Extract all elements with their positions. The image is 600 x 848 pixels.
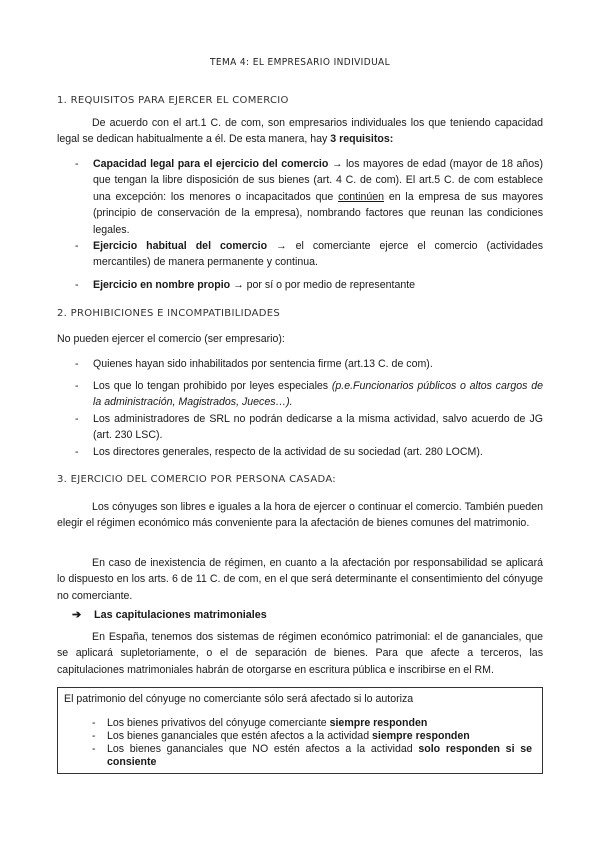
prohibition-italic: (p.e.Funcionarios públicos o altos cargos de la administración, Magistrados, Jueces…). [93,380,543,409]
bullet-dash: - [75,380,79,392]
summary-item [92,730,532,743]
requirement-item [75,238,543,271]
requirement-text-end: en la empresa de sus mayores (principio de conservación de la empresa), nombrando factores que reunan las condiciones legales. [93,190,543,236]
section-2-heading: 2. PROHIBICIONES E INCOMPATIBILIDADES [57,308,281,319]
subsection-heading [72,608,267,621]
summary-text: Los bienes gananciales que estén afectos a la actividad [107,730,373,742]
summary-text: Los bienes privativos del cónyuge comerciante [107,717,330,729]
arrow-icon: → [328,158,346,170]
requirement-title: Capacidad legal para el ejercicio del comercio [93,158,329,170]
prohibition-item [75,411,543,444]
prohibition-text: Quienes hayan sido inhabilitados por sentencia firme (art.13 C. de com). [93,358,433,370]
prohibition-item [75,378,543,411]
summary-box-intro: El patrimonio del cónyuge no comerciante sólo será afectado si lo autoriza [64,693,414,705]
section-1-intro-text: De acuerdo con el art.1 C. de com, son empresarios individuales los que teniendo capacidad legal se dedican habitualmente a él. De esta manera, hay [57,117,543,146]
bullet-dash: - [75,279,79,291]
summary-bold: solo responden si se consiente [107,743,532,768]
requirement-text: el comerciante ejerce el comercio (actividades mercantiles) de manera permanente y continua. [93,240,544,269]
section-1-heading: 1. REQUISITOS PARA EJERCER EL COMERCIO [57,95,289,106]
summary-box [57,687,543,774]
document-title: TEMA 4: EL EMPRESARIO INDIVIDUAL [209,57,391,68]
bullet-dash: - [92,743,96,755]
summary-bold: siempre responden [329,717,428,729]
requirement-item [75,156,543,238]
subsection-title: Las capitulaciones matrimoniales [94,609,267,621]
section-1-intro [57,115,543,148]
prohibition-item [75,444,543,460]
requirement-underlined: continúen [338,190,385,203]
bullet-dash: - [75,240,79,252]
requirement-item [75,277,543,293]
arrow-icon: → [230,279,247,291]
section-1-intro-bold: 3 requisitos: [330,133,394,146]
bullet-dash: - [75,413,79,425]
section-3-paragraph-2: En caso de inexistencia de régimen, en cuanto a la afectación por responsabilidad se aplicará lo dispuesto en los arts. 6 de 11 C. de com, en el que será determinante el consentimiento del cónyuge no comerciante. [57,557,543,602]
requirement-title: Ejercicio en nombre propio [93,279,231,291]
prohibition-text: Los administradores de SRL no podrán dedicarse a la misma actividad, salvo acuerdo de JG (art. 230 LSC). [93,413,543,442]
arrow-right-icon: ➔ [72,609,82,621]
prohibition-text: Los directores generales, respecto de la actividad de su sociedad (art. 280 LOCM). [93,446,483,458]
section-2-intro: No pueden ejercer el comercio (ser empresario): [57,333,285,345]
summary-item [92,743,532,769]
section-3-paragraph-1: Los cónyuges son libres e iguales a la hora de ejercer o continuar el comercio. También pueden elegir el régimen económico más conveniente para la afectación de bienes comunes del matrimonio. [57,501,543,530]
summary-bold: siempre responden [372,730,470,742]
bullet-dash: - [92,730,96,742]
summary-item [92,717,532,730]
requirement-text: por sí o por medio de representante [246,279,416,291]
requirement-text: los mayores de edad (mayor de 18 años) que tengan la libre disposición de sus bienes (art. 4 C. de com). El art.5 C. de com establece una excepción: los menores o incapacitados que [93,158,543,203]
bullet-dash: - [75,358,79,370]
bullet-dash: - [92,717,96,729]
section-3-heading: 3. EJERCICIO DEL COMERCIO POR PERSONA CASADA: [57,474,336,485]
prohibition-text: Los que lo tengan prohibido por leyes especiales [93,380,332,392]
section-3-paragraph-3: En España, tenemos dos sistemas de régimen económico patrimonial: el de gananciales, que se aplicará supletoriamente, o el de separación de bienes. Para que afecte a terceros, las capitulaciones matrimoniales habrán de otorgarse en escritura pública e inscribirse en el RM. [57,631,543,676]
arrow-icon: → [267,240,296,252]
bullet-dash: - [75,446,79,458]
prohibition-item [75,356,543,372]
summary-text: Los bienes gananciales que NO estén afectos a la actividad [107,743,419,755]
requirement-title: Ejercicio habitual del comercio [93,240,268,252]
bullet-dash: - [75,158,79,170]
